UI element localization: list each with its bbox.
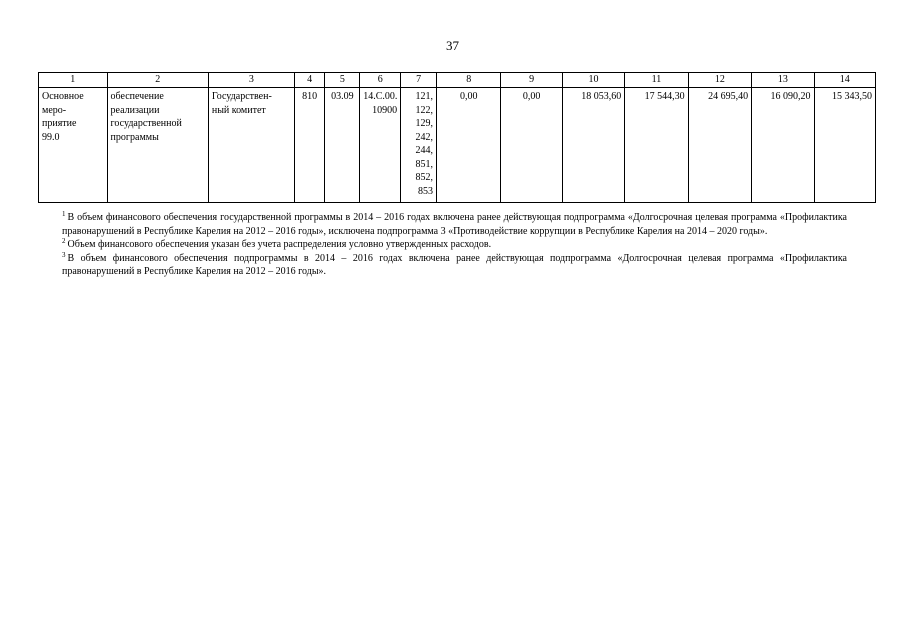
column-header: 7 bbox=[401, 73, 437, 88]
table-header-row bbox=[39, 73, 876, 88]
cell-line: реализации bbox=[110, 104, 160, 116]
grbs-cell: 810 bbox=[294, 88, 325, 203]
cell-line: 99.0 bbox=[42, 131, 60, 143]
cell-line: приятие bbox=[42, 118, 77, 129]
column-header: 1 bbox=[39, 73, 108, 88]
cell-line: государственной bbox=[110, 118, 182, 129]
value-cell: 24 695,40 bbox=[688, 88, 751, 203]
footnote-text: В объем финансового обеспечения подпрограммы в 2014 – 2016 годах включена ранее действующая подпрограмма «Долгосрочная целевая программа «Профилактика правонарушений в Республике Карелия на 2012 – 2016 годы». bbox=[62, 252, 847, 277]
value-cell: 0,00 bbox=[436, 88, 500, 203]
column-header: 3 bbox=[208, 73, 294, 88]
cell-line: 242, bbox=[415, 131, 433, 143]
cell-line: 121, bbox=[415, 91, 433, 102]
cell-line: 852, bbox=[415, 172, 433, 183]
column-header: 13 bbox=[752, 73, 814, 88]
value-cell: 17 544,30 bbox=[625, 88, 688, 203]
cell-line: 244, bbox=[415, 145, 433, 156]
footnote-text: В объем финансового обеспечения государственной программы в 2014 – 2016 годах включена ранее действующая подпрограмма «Долгосрочная целевая программа «Профилактика правонарушений в Республике Карелия на 2012 – 2016 годы», исключена подпрограмма 3 «Противодействие коррупции в Республике Карелия на 2014 – 2020 годы». bbox=[62, 212, 847, 237]
column-header: 4 bbox=[294, 73, 325, 88]
footnotes bbox=[62, 211, 847, 279]
column-header: 5 bbox=[325, 73, 360, 88]
cell-line: обеспечение bbox=[110, 91, 164, 102]
column-header: 2 bbox=[107, 73, 208, 88]
footnote-mark: 3 bbox=[62, 250, 66, 259]
value-cell: 18 053,60 bbox=[562, 88, 624, 203]
table-row bbox=[39, 88, 876, 203]
budget-table bbox=[38, 72, 876, 203]
cell-line: 14.С.00. bbox=[363, 91, 398, 102]
cell-line: Государствен- bbox=[211, 91, 272, 102]
cell-line: программы bbox=[110, 131, 159, 143]
vr-cell bbox=[401, 88, 437, 203]
footnote-mark: 1 bbox=[62, 210, 66, 218]
footnote-mark: 2 bbox=[62, 237, 66, 245]
cell-line: 129, bbox=[415, 118, 433, 129]
column-header: 9 bbox=[501, 73, 562, 88]
page-number: 37 bbox=[446, 38, 459, 53]
column-header: 8 bbox=[436, 73, 500, 88]
rzpr-cell: 03.09 bbox=[325, 88, 360, 203]
value-cell: 16 090,20 bbox=[752, 88, 814, 203]
executor-cell bbox=[208, 88, 294, 203]
column-header: 6 bbox=[360, 73, 401, 88]
cell-line: 122, bbox=[415, 104, 433, 116]
column-header: 12 bbox=[688, 73, 751, 88]
value-cell: 15 343,50 bbox=[814, 88, 875, 203]
footnote bbox=[62, 238, 847, 252]
footnote bbox=[62, 252, 847, 279]
cell-line: ный комитет bbox=[211, 104, 266, 116]
column-header: 10 bbox=[562, 73, 624, 88]
cell-line: меро- bbox=[42, 104, 67, 116]
cell-line: 853 bbox=[417, 185, 433, 197]
cell-line: Основное bbox=[42, 91, 84, 102]
csr-cell bbox=[360, 88, 401, 203]
status-cell bbox=[39, 88, 108, 203]
name-cell bbox=[107, 88, 208, 203]
cell-line: 851, bbox=[415, 158, 433, 170]
column-header: 11 bbox=[625, 73, 688, 88]
value-cell: 0,00 bbox=[501, 88, 562, 203]
footnote-text: Объем финансового обеспечения указан без учета распределения условно утвержденных расходов. bbox=[67, 239, 492, 250]
column-header: 14 bbox=[814, 73, 875, 88]
cell-line: 10900 bbox=[372, 104, 398, 116]
footnote bbox=[62, 211, 847, 238]
